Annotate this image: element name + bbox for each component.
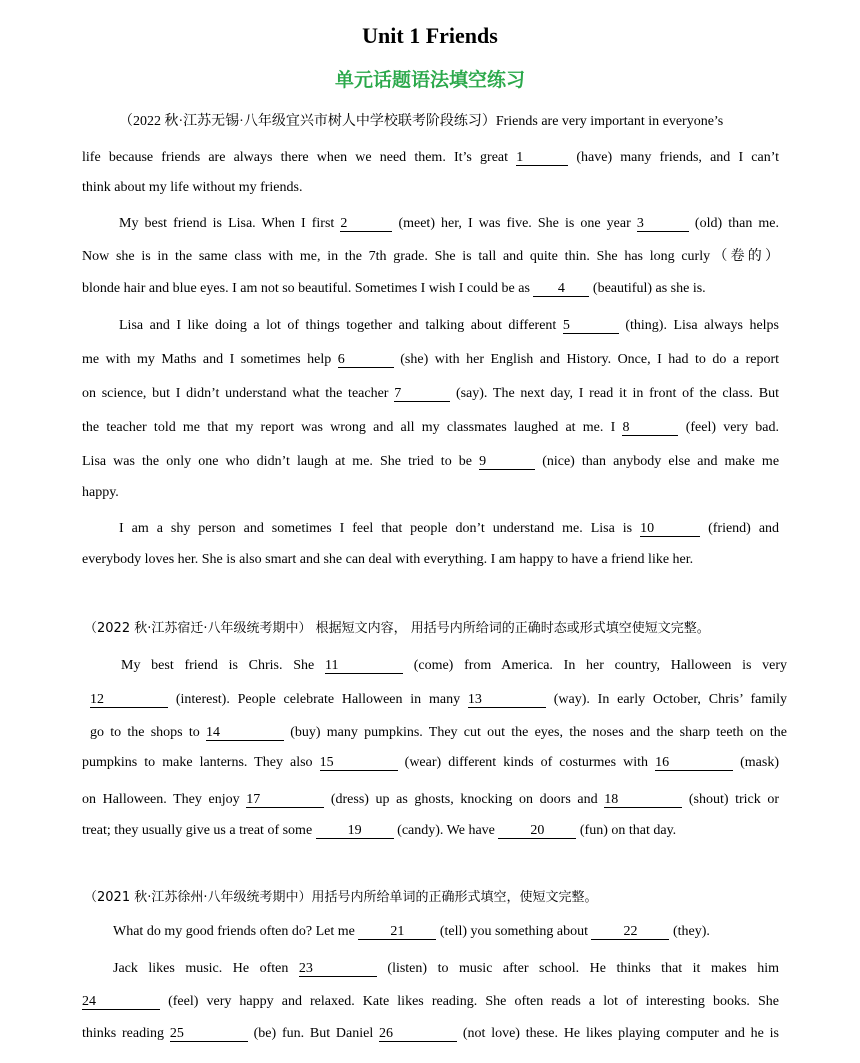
answer-blank-8[interactable]: 8: [622, 420, 678, 436]
answer-blank-1[interactable]: 1: [516, 150, 568, 166]
passage1-line3: think about my life without my friends.: [82, 180, 303, 195]
answer-blank-9[interactable]: 9: [479, 454, 535, 470]
passage1-line1: （2022 秋·江苏无锡·八年级宜兴市树人中学校联考阶段练习）Friends are very important in everyone’s: [119, 114, 724, 129]
answer-blank-13[interactable]: 13: [468, 692, 546, 708]
passage3-line4: the teacher told me that my report was wrong and all my classmates laughed at me. I 8 (feel) very bad.: [82, 420, 780, 435]
answer-blank-4[interactable]: 4: [533, 281, 589, 297]
answer-blank-12[interactable]: 12: [90, 692, 168, 708]
passage6-line2: Jack likes music. He often 23 (listen) to music after school. He thinks that it makes him: [113, 961, 780, 976]
passage6-line1: What do my good friends often do? Let me 21 (tell) you something about 22 (they).: [113, 924, 710, 939]
passage5-line4: pumpkins to make lanterns. They also 15 (wear) different kinds of costurmes with 16 (mask): [82, 755, 779, 770]
passage3-line1: Lisa and I like doing a lot of things together and talking about different 5 (thing). Lisa always helps: [119, 318, 780, 333]
answer-blank-20[interactable]: 20: [498, 823, 576, 839]
answer-blank-14[interactable]: 14: [206, 725, 284, 741]
passage4-line1: I am a shy person and sometimes I feel that people don’t understand me. Lisa is 10 (friend) and: [119, 521, 780, 536]
answer-blank-24[interactable]: 24: [82, 994, 160, 1010]
answer-blank-26[interactable]: 26: [379, 1026, 457, 1042]
answer-blank-17[interactable]: 17: [246, 792, 324, 808]
passage6-header: （2021 秋·江苏徐州·八年级统考期中）用括号内所给单词的正确形式填空，使短文完整。: [84, 890, 598, 905]
passage5-line5: on Halloween. They enjoy 17 (dress) up as ghosts, knocking on doors and 18 (shout) trick or: [82, 792, 780, 807]
answer-blank-15[interactable]: 15: [320, 755, 398, 771]
passage2-line3: blonde hair and blue eyes. I am not so beautiful. Sometimes I wish I could be as 4 (beautiful) as she is.: [82, 281, 706, 296]
passage1-line2: life because friends are always there when we need them. It’s great 1 (have) many friends, and I can’t: [82, 150, 780, 165]
passage5-header: （2022 秋·江苏宿迁·八年级统考期中） 根据短文内容， 用括号内所给词的正确时态或形式填空使短文完整。: [84, 621, 710, 636]
passage5-line2: 12 (interest). People celebrate Halloween in many 13 (way). In early October, Chris’ family: [90, 692, 788, 707]
document-title: Unit 1 Friends: [362, 23, 498, 48]
answer-blank-3[interactable]: 3: [637, 216, 689, 232]
passage2-line2: Now she is in the same class with me, in the 7th grade. She is tall and quite thin. She has long curly（卷的）: [82, 249, 779, 264]
passage6-line4: thinks reading 25 (be) fun. But Daniel 26 (not love) these. He likes playing computer and he is: [82, 1026, 779, 1041]
answer-blank-11[interactable]: 11: [325, 658, 403, 674]
answer-blank-22[interactable]: 22: [591, 924, 669, 940]
passage4-line2: everybody loves her. She is also smart and she can deal with everything. I am happy to have a friend like her.: [82, 552, 694, 567]
passage3-line6: happy.: [82, 485, 119, 500]
answer-blank-16[interactable]: 16: [655, 755, 733, 771]
answer-blank-2[interactable]: 2: [340, 216, 392, 232]
answer-blank-23[interactable]: 23: [299, 961, 377, 977]
answer-blank-7[interactable]: 7: [394, 386, 450, 402]
passage3-line5: Lisa was the only one who didn’t laugh at me. She tried to be 9 (nice) than anybody else and make me: [82, 454, 780, 469]
passage5-line3: go to the shops to 14 (buy) many pumpkins. They cut out the eyes, the noses and the sharp teeth on the: [90, 725, 787, 740]
passage5-line6: treat; they usually give us a treat of some 19 (candy). We have 20 (fun) on that day.: [82, 823, 677, 838]
answer-blank-19[interactable]: 19: [316, 823, 394, 839]
document-subtitle: 单元话题语法填空练习: [334, 69, 525, 91]
answer-blank-25[interactable]: 25: [170, 1026, 248, 1042]
answer-blank-21[interactable]: 21: [358, 924, 436, 940]
answer-blank-5[interactable]: 5: [563, 318, 619, 334]
passage3-line2: me with my Maths and I sometimes help 6 (she) with her English and History. Once, I had to do a report: [82, 352, 780, 367]
passage2-line1: My best friend is Lisa. When I first 2 (meet) her, I was five. She is one year 3 (old) than me.: [119, 216, 779, 231]
passage3-line3: on science, but I didn’t understand what the teacher 7 (say). The next day, I read it in front of the class. But: [82, 386, 779, 401]
answer-blank-6[interactable]: 6: [338, 352, 394, 368]
answer-blank-10[interactable]: 10: [640, 521, 700, 537]
passage5-line1: My best friend is Chris. She 11 (come) from America. In her country, Halloween is very: [121, 658, 788, 673]
answer-blank-18[interactable]: 18: [604, 792, 682, 808]
passage6-line3: 24 (feel) very happy and relaxed. Kate likes reading. She often reads a lot of interesting books. She: [82, 994, 780, 1009]
